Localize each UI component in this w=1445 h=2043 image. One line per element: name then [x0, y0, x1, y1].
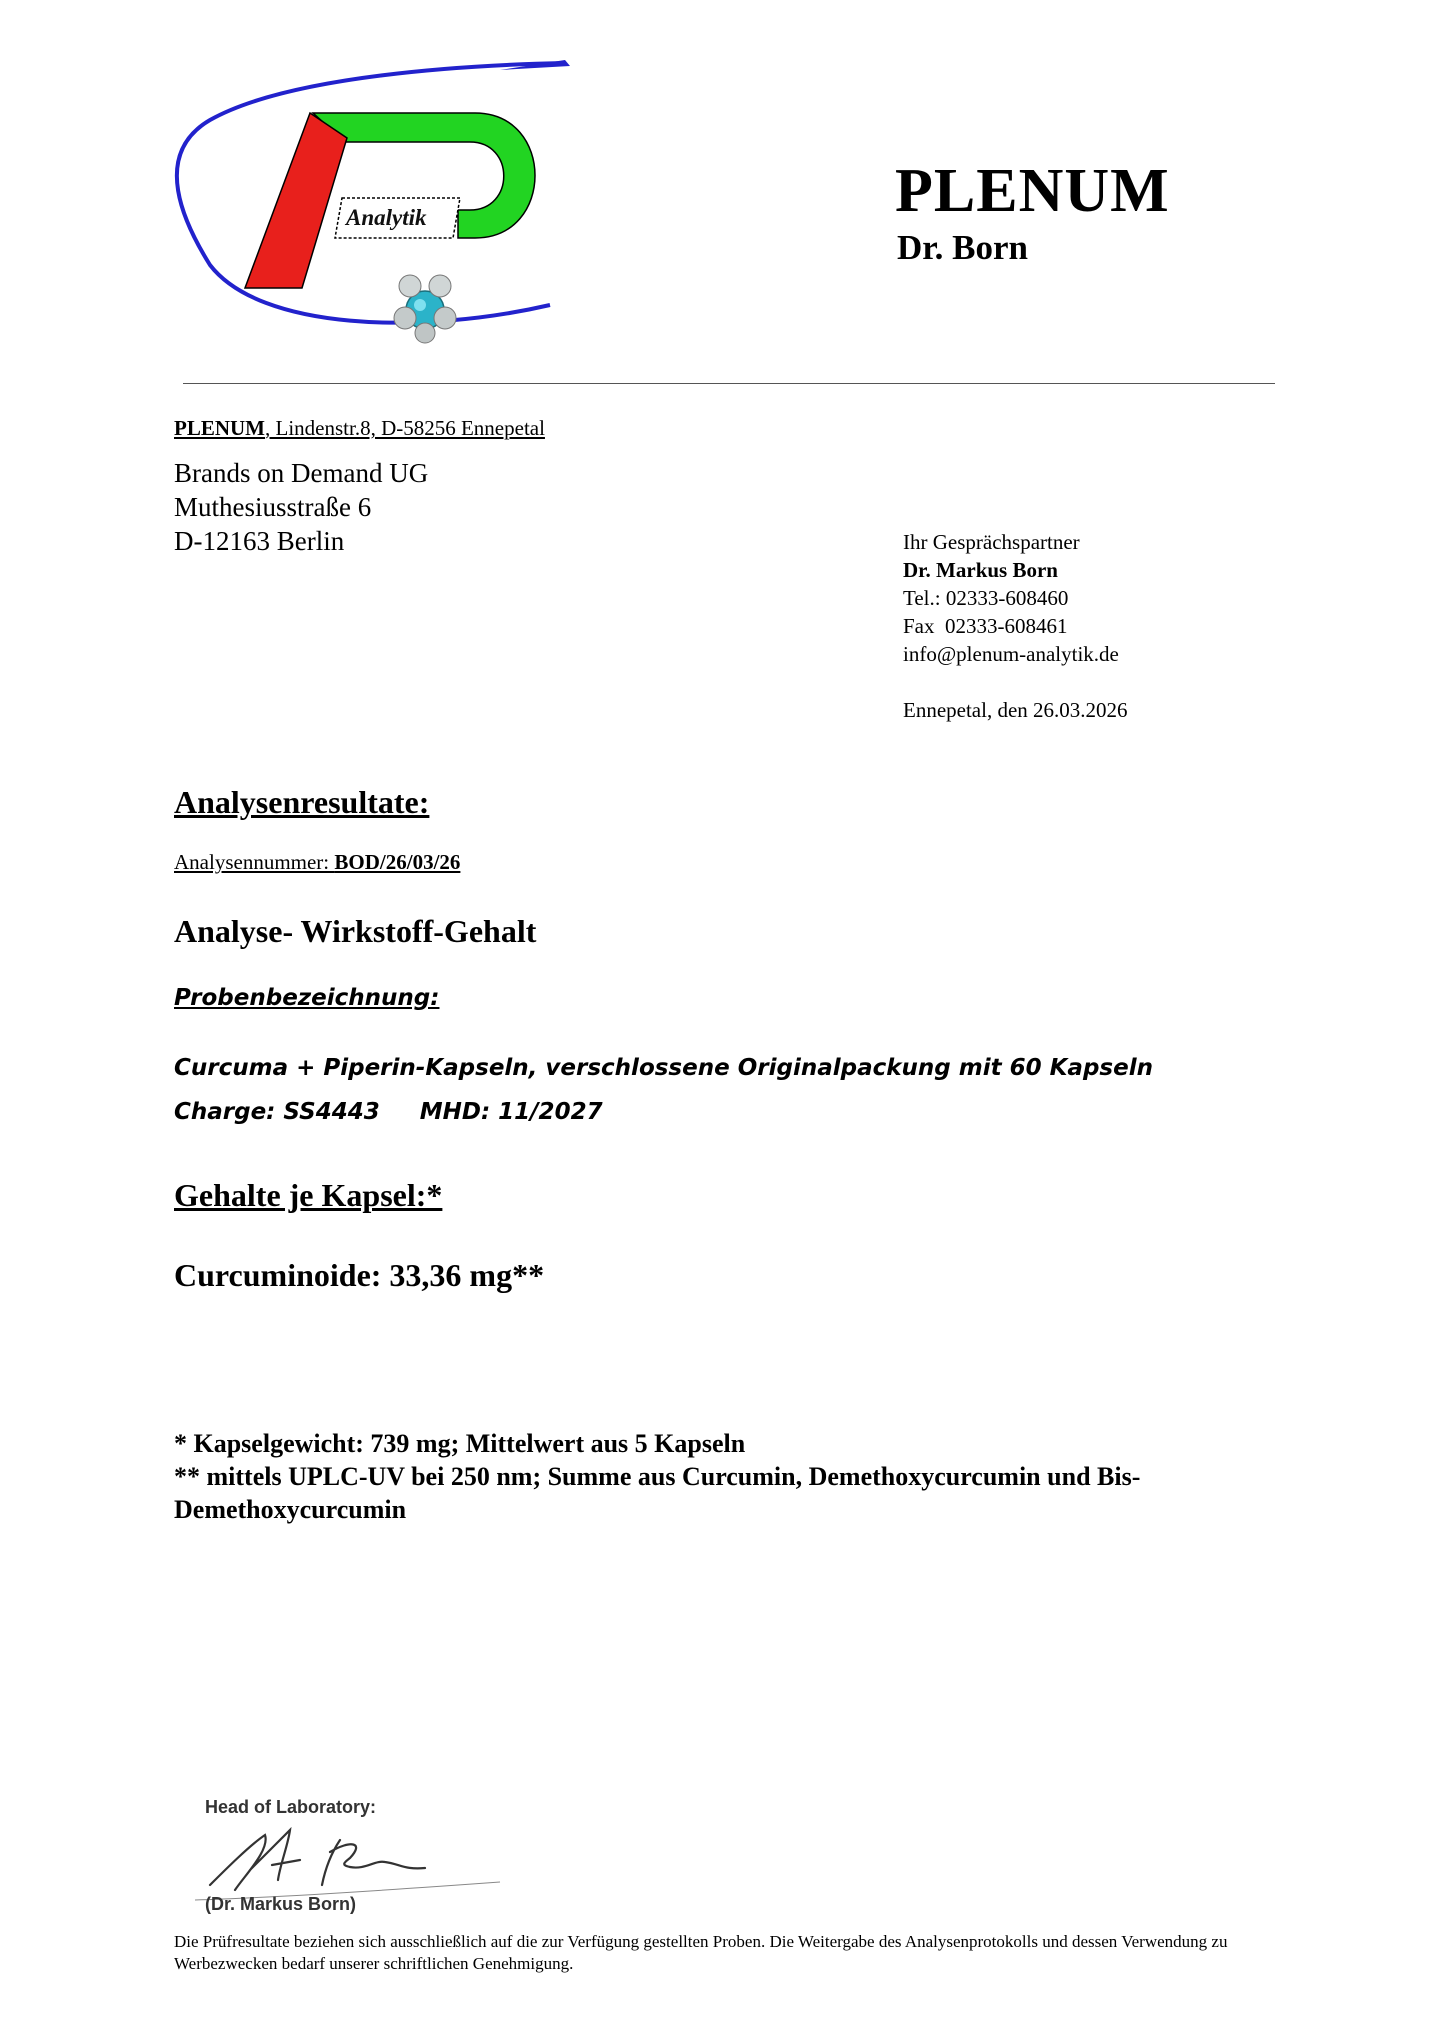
- contents-heading: Gehalte je Kapsel:*: [174, 1177, 443, 1213]
- contact-fax: Fax 02333-608461: [903, 614, 1068, 638]
- analysis-number-value: BOD/26/03/26: [334, 850, 461, 874]
- sample-charge-line: [174, 1099, 603, 1125]
- handwritten-signature: [210, 1830, 425, 1890]
- contact-block: [903, 528, 1128, 724]
- contact-name: Dr. Markus Born: [903, 558, 1058, 582]
- contact-email: info@plenum-analytik.de: [903, 642, 1119, 666]
- molecule-icon: [394, 275, 456, 343]
- sender-address: , Lindenstr.8, D-58256 Ennepetal: [265, 416, 545, 440]
- contact-tel: Tel.: 02333-608460: [903, 586, 1069, 610]
- letter-date: Ennepetal, den 26.03.2026: [903, 698, 1128, 722]
- footnote-2-cont: Demethoxycurcumin: [174, 1495, 407, 1524]
- recipient-address: [174, 456, 428, 558]
- result-line: Curcuminoide: 33,36 mg**: [174, 1257, 545, 1293]
- analysis-heading: Analyse- Wirkstoff-Gehalt: [174, 913, 537, 949]
- analysis-number-label: Analysennummer:: [174, 850, 335, 874]
- logo-text: Analytik: [346, 205, 427, 230]
- footnote-2: ** mittels UPLC-UV bei 250 nm; Summe aus Curcumin, Demethoxycurcumin und Bis-: [174, 1462, 1141, 1491]
- disclaimer: Die Prüfresultate beziehen sich ausschließlich auf die zur Verfügung gestellten Proben. Die Weitergabe des Analysenprotokolls und dessen Verwendung zu Werbezwecken bedarf unserer schriftlichen Genehmigung.: [174, 1932, 1228, 1973]
- signature-block: [190, 1790, 540, 1920]
- brand-name: PLENUM: [895, 157, 1170, 225]
- sample-description: Curcuma + Piperin-Kapseln, verschlossene Originalpackung mit 60 Kapseln: [174, 1055, 1153, 1081]
- signature-title: Head of Laboratory:: [205, 1797, 377, 1817]
- footnotes: [174, 1427, 1294, 1526]
- plenum-analytik-logo: [170, 50, 600, 370]
- recipient-street: Muthesiusstraße 6: [174, 492, 372, 522]
- brand-subtitle: Dr. Born: [897, 228, 1028, 267]
- analysis-number: [174, 850, 460, 875]
- header-divider: [183, 383, 1275, 384]
- sender-line: [174, 416, 545, 441]
- footnote-1: * Kapselgewicht: 739 mg; Mittelwert aus 5 Kapseln: [174, 1429, 746, 1458]
- sample-label: Probenbezeichnung:: [174, 985, 440, 1011]
- recipient-city: D-12163 Berlin: [174, 526, 345, 556]
- results-heading: Analysenresultate:: [174, 784, 430, 820]
- signature-name: (Dr. Markus Born): [205, 1894, 357, 1914]
- sample-charge: Charge: SS4443: [174, 1099, 380, 1125]
- sample-mhd: MHD: 11/2027: [419, 1099, 603, 1125]
- recipient-company: Brands on Demand UG: [174, 458, 429, 488]
- sender-name: PLENUM: [174, 416, 265, 440]
- contact-label: Ihr Gesprächspartner: [903, 530, 1080, 554]
